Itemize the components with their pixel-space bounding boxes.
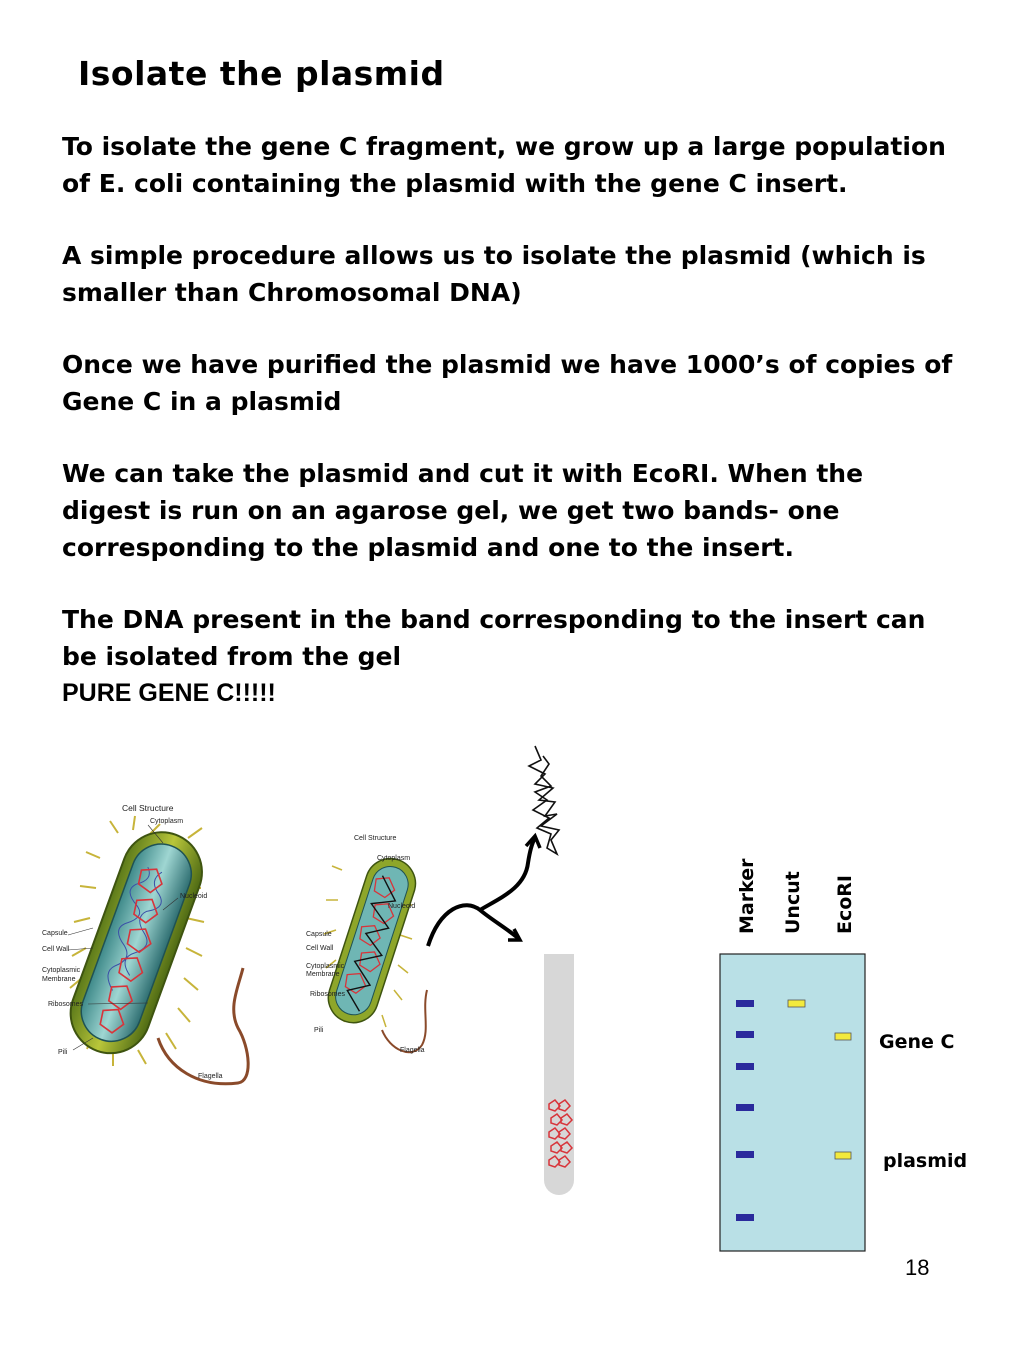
small-label-pili: Pili: [314, 1027, 324, 1034]
label-flagella: Flagella: [198, 1073, 223, 1080]
marker-band: [736, 1063, 754, 1070]
ecori-plasmid-band: [835, 1152, 851, 1159]
small-label-cell-wall: Cell Wall: [306, 945, 334, 952]
paragraph-2: [62, 237, 1012, 311]
marker-band: [736, 1151, 754, 1158]
small-label-capsule: Capsule: [306, 931, 332, 938]
uncut-band: [788, 1000, 805, 1007]
text-line: of E. coli containing the plasmid with the gene C insert.: [62, 169, 848, 198]
cell-structure-title-small: Cell Structure: [354, 835, 397, 842]
small-label-membrane: Membrane: [306, 971, 340, 978]
label-cytoplasmic: Cytoplasmic: [42, 967, 81, 974]
text-line: To isolate the gene C fragment, we grow up a large population: [62, 132, 946, 161]
small-label-cytoplasmic: Cytoplasmic: [306, 963, 345, 970]
text-line: A simple procedure allows us to isolate the plasmid (which is: [62, 241, 926, 270]
label-capsule: Capsule: [42, 930, 68, 937]
small-label-ribosomes: Ribosomes: [310, 991, 346, 998]
text-line: Gene C in a plasmid: [62, 387, 342, 416]
marker-band: [736, 1000, 754, 1007]
text-line: We can take the plasmid and cut it with EcoRI. When the: [62, 459, 864, 488]
label-pili: Pili: [58, 1049, 68, 1056]
lane-label-ecori: EcoRI: [834, 875, 856, 934]
small-label-nucleoid: Nucleoid: [388, 903, 416, 910]
marker-band: [736, 1214, 754, 1221]
agarose-gel: [719, 953, 867, 1253]
label-nucleoid: Nucleoid: [180, 893, 208, 900]
paragraph-5: [62, 601, 1012, 712]
text-line: The DNA present in the band corresponding to the insert can: [62, 605, 926, 634]
process-arrows: [420, 738, 580, 958]
label-membrane: Membrane: [42, 976, 76, 983]
text-line: PURE GENE C!!!!!: [62, 679, 276, 707]
text-line: Once we have purified the plasmid we have 1000’s of copies of: [62, 350, 953, 379]
marker-band: [736, 1104, 754, 1111]
bacterium-small-diagram: [302, 830, 437, 1070]
lane-label-marker: Marker: [736, 858, 758, 934]
paragraph-1: [62, 128, 1012, 202]
paragraph-4: [62, 455, 1012, 566]
small-label-cytoplasm: Cytoplasm: [377, 855, 411, 862]
label-cell-wall: Cell Wall: [42, 946, 70, 953]
small-label-flagella: Flagella: [400, 1047, 425, 1054]
ecori-gene-c-band: [835, 1033, 851, 1040]
text-line: corresponding to the plasmid and one to the insert.: [62, 533, 795, 562]
page-number: 18: [905, 1255, 930, 1280]
label-ribosomes: Ribosomes: [48, 1001, 84, 1008]
arrow-to-tube: [428, 905, 518, 946]
lane-label-uncut: Uncut: [782, 871, 804, 934]
arrow-to-dna: [480, 838, 535, 910]
text-line: digest is run on an agarose gel, we get two bands- one: [62, 496, 840, 525]
text-line: be isolated from the gel: [62, 642, 402, 671]
marker-band: [736, 1031, 754, 1038]
cell-structure-title: Cell Structure: [122, 803, 174, 813]
paragraph-3: [62, 346, 1012, 420]
text-line: smaller than Chromosomal DNA): [62, 278, 522, 307]
band-label-plasmid: plasmid: [883, 1150, 968, 1172]
page-title: Isolate the plasmid: [78, 54, 445, 93]
label-cytoplasm: Cytoplasm: [150, 818, 184, 825]
band-label-gene-c: Gene C: [879, 1031, 955, 1053]
bacterium-diagram: [38, 798, 288, 1108]
test-tube: [540, 954, 580, 1202]
